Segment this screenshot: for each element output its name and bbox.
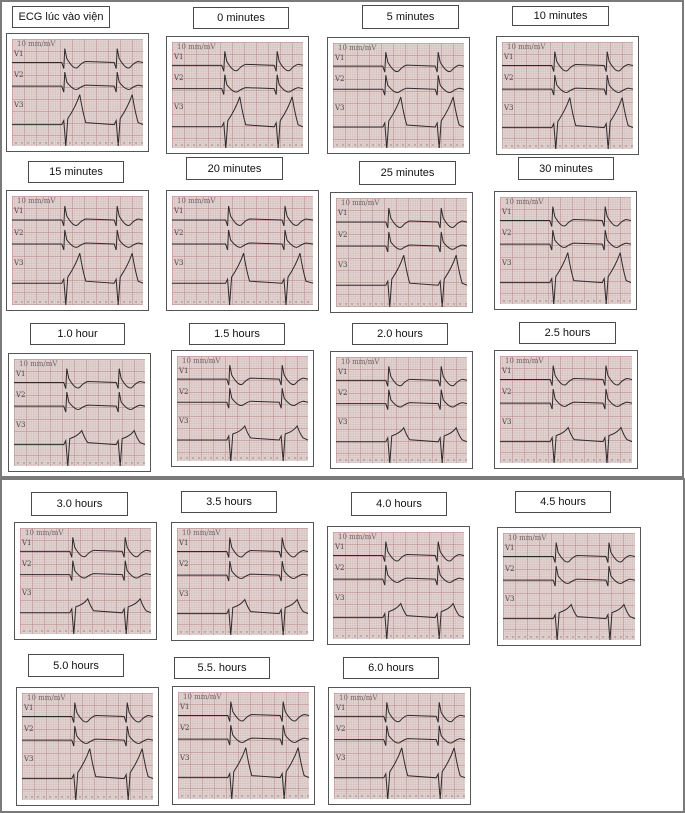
lead-label-v1: V1 — [180, 702, 190, 711]
lead-label-v1: V1 — [502, 366, 512, 375]
time-label: 10 minutes — [512, 6, 609, 26]
time-label: 5.0 hours — [28, 654, 124, 677]
ecg-paper — [334, 693, 465, 799]
ecg-trace — [14, 392, 145, 412]
lead-label-v2: V2 — [180, 724, 190, 733]
scale-label: 10 mm/mV — [177, 197, 216, 205]
lead-label-v3: V3 — [338, 261, 348, 270]
ecg-panel — [16, 687, 159, 806]
time-label: 30 minutes — [518, 157, 614, 180]
ecg-trace — [333, 97, 464, 148]
ecg-panel — [494, 350, 638, 469]
lead-label-v1: V1 — [338, 208, 348, 217]
lead-label-v3: V3 — [24, 755, 34, 764]
ecg-trace — [14, 369, 145, 389]
lead-label-v2: V2 — [502, 388, 512, 397]
time-label: 4.0 hours — [351, 492, 447, 516]
ecg-trace — [333, 75, 464, 95]
ecg-trace — [503, 605, 635, 640]
time-label: 6.0 hours — [343, 657, 439, 679]
ecg-trace — [22, 749, 153, 800]
lead-label-v2: V2 — [338, 230, 348, 239]
ecg-panel — [172, 686, 315, 805]
lead-label-v1: V1 — [14, 49, 24, 58]
lead-label-v2: V2 — [16, 391, 26, 400]
ecg-trace — [172, 206, 313, 226]
ecg-trace — [177, 561, 308, 581]
lead-label-v2: V2 — [14, 228, 24, 237]
ecg-trace — [336, 232, 467, 252]
scale-label: 10 mm/mV — [177, 43, 216, 51]
ecg-trace — [336, 208, 467, 228]
scale-label: 10 mm/mV — [19, 360, 58, 368]
ecg-waveform — [336, 357, 467, 463]
ecg-trace — [178, 748, 309, 799]
lead-label-v3: V3 — [336, 754, 346, 763]
ecg-trace — [22, 703, 153, 723]
ecg-panel — [8, 353, 151, 472]
lead-label-v3: V3 — [179, 416, 189, 425]
ecg-waveform — [500, 197, 631, 304]
ecg-waveform — [336, 198, 467, 307]
ecg-panel — [327, 37, 470, 154]
ecg-trace — [336, 428, 467, 463]
ecg-trace — [502, 52, 633, 72]
ecg-trace — [333, 52, 464, 72]
lead-label-v1: V1 — [16, 369, 26, 378]
ecg-trace — [172, 253, 313, 305]
lead-label-v2: V2 — [504, 74, 514, 83]
lead-label-v2: V2 — [505, 565, 515, 574]
ecg-trace — [502, 98, 633, 149]
lead-label-v3: V3 — [335, 594, 345, 603]
ecg-trace — [14, 431, 145, 466]
scale-label: 10 mm/mV — [341, 358, 380, 366]
ecg-panel — [330, 351, 473, 469]
scale-label: 10 mm/mV — [508, 534, 547, 542]
ecg-panel — [330, 192, 473, 313]
scale-label: 10 mm/mV — [183, 693, 222, 701]
lead-label-v2: V2 — [336, 724, 346, 733]
scale-label: 10 mm/mV — [341, 199, 380, 207]
ecg-trace — [500, 428, 632, 463]
ecg-waveform — [14, 359, 145, 466]
time-label: 2.5 hours — [519, 322, 616, 344]
ecg-trace — [177, 388, 308, 408]
ecg-paper — [177, 356, 308, 461]
lead-label-v3: V3 — [505, 595, 515, 604]
ecg-paper — [12, 196, 143, 305]
ecg-panel — [166, 190, 319, 311]
ecg-trace — [334, 726, 465, 746]
ecg-trace — [500, 230, 631, 250]
scale-label: 10 mm/mV — [25, 529, 64, 537]
time-label: 1.0 hour — [30, 323, 125, 345]
ecg-waveform — [503, 533, 635, 640]
ecg-panel — [494, 191, 637, 310]
time-label: 15 minutes — [28, 161, 124, 183]
ecg-panel — [171, 522, 314, 641]
ecg-paper — [336, 198, 467, 307]
lead-label-v1: V1 — [335, 542, 345, 551]
ecg-panel — [496, 36, 639, 155]
lead-label-v2: V2 — [22, 559, 32, 568]
ecg-panel — [6, 190, 149, 311]
ecg-waveform — [177, 528, 308, 635]
ecg-paper — [502, 42, 633, 149]
ecg-trace — [12, 72, 143, 92]
time-label: 5.5. hours — [174, 657, 270, 679]
ecg-trace — [12, 95, 143, 146]
ecg-paper — [500, 356, 632, 463]
ecg-panel — [14, 522, 157, 640]
scale-label: 10 mm/mV — [17, 40, 56, 48]
lead-label-v1: V1 — [179, 538, 189, 547]
ecg-waveform — [334, 693, 465, 799]
scale-label: 10 mm/mV — [17, 197, 56, 205]
time-label: 3.5 hours — [181, 491, 277, 513]
ecg-paper — [20, 528, 151, 634]
lead-label-v1: V1 — [14, 206, 24, 215]
ecg-paper — [333, 43, 464, 148]
ecg-paper — [14, 359, 145, 466]
scale-label: 10 mm/mV — [505, 198, 544, 206]
lead-label-v1: V1 — [504, 52, 514, 61]
ecg-trace — [502, 75, 633, 95]
lead-label-v2: V2 — [338, 388, 348, 397]
lead-label-v2: V2 — [174, 228, 184, 237]
ecg-trace — [500, 207, 631, 227]
ecg-trace — [503, 566, 635, 586]
time-label: 1.5 hours — [189, 323, 285, 345]
lead-label-v3: V3 — [179, 590, 189, 599]
time-label: 20 minutes — [186, 157, 283, 180]
lead-label-v1: V1 — [505, 543, 515, 552]
lead-label-v3: V3 — [174, 259, 184, 268]
ecg-waveform — [12, 39, 143, 146]
time-label: 25 minutes — [359, 161, 456, 185]
scale-label: 10 mm/mV — [27, 694, 66, 702]
ecg-trace — [500, 389, 632, 409]
ecg-trace — [334, 748, 465, 799]
lead-label-v2: V2 — [174, 73, 184, 82]
lead-label-v3: V3 — [502, 259, 512, 268]
ecg-waveform — [172, 42, 303, 148]
lead-label-v2: V2 — [179, 387, 189, 396]
ecg-waveform — [22, 693, 153, 800]
lead-label-v3: V3 — [335, 103, 345, 112]
ecg-trace — [336, 390, 467, 410]
ecg-paper — [172, 42, 303, 148]
ecg-trace — [177, 538, 308, 558]
lead-label-v3: V3 — [22, 589, 32, 598]
ecg-panel — [328, 687, 471, 805]
ecg-trace — [333, 542, 464, 562]
scale-label: 10 mm/mV — [182, 357, 221, 365]
ecg-trace — [177, 365, 308, 385]
ecg-trace — [20, 561, 151, 581]
lead-label-v1: V1 — [502, 207, 512, 216]
ecg-trace — [177, 426, 308, 461]
scale-label: 10 mm/mV — [182, 529, 221, 537]
ecg-trace — [333, 565, 464, 585]
ecg-trace — [22, 726, 153, 746]
time-label: 3.0 hours — [31, 492, 128, 516]
lead-label-v3: V3 — [180, 754, 190, 763]
ecg-trace — [12, 206, 143, 226]
lead-label-v3: V3 — [14, 101, 24, 110]
scale-label: 10 mm/mV — [505, 357, 544, 365]
ecg-panel — [171, 350, 314, 467]
ecg-waveform — [333, 532, 464, 639]
lead-label-v3: V3 — [504, 104, 514, 113]
lead-label-v2: V2 — [335, 564, 345, 573]
ecg-paper — [333, 532, 464, 639]
scale-label: 10 mm/mV — [338, 533, 377, 541]
ecg-trace — [503, 543, 635, 563]
ecg-panel — [497, 527, 641, 646]
ecg-waveform — [12, 196, 143, 305]
ecg-trace — [336, 366, 467, 386]
ecg-trace — [178, 725, 309, 745]
lead-label-v3: V3 — [338, 418, 348, 427]
ecg-paper — [503, 533, 635, 640]
lead-label-v3: V3 — [502, 418, 512, 427]
ecg-trace — [172, 230, 313, 250]
lead-label-v3: V3 — [14, 259, 24, 268]
ecg-trace — [172, 97, 303, 148]
ecg-trace — [20, 599, 151, 634]
ecg-trace — [12, 230, 143, 250]
ecg-trace — [500, 366, 632, 386]
ecg-trace — [334, 702, 465, 722]
ecg-waveform — [178, 692, 309, 799]
ecg-trace — [172, 75, 303, 95]
lead-label-v2: V2 — [502, 229, 512, 238]
lead-label-v3: V3 — [174, 103, 184, 112]
lead-label-v1: V1 — [338, 367, 348, 376]
ecg-trace — [12, 49, 143, 69]
ecg-paper — [500, 197, 631, 304]
time-label: 0 minutes — [193, 7, 289, 29]
ecg-paper — [336, 357, 467, 463]
lead-label-v1: V1 — [179, 366, 189, 375]
scale-label: 10 mm/mV — [339, 694, 378, 702]
ecg-waveform — [500, 356, 632, 463]
ecg-trace — [500, 253, 631, 304]
ecg-paper — [177, 528, 308, 635]
lead-label-v1: V1 — [174, 206, 184, 215]
lead-label-v1: V1 — [22, 538, 32, 547]
ecg-waveform — [502, 42, 633, 149]
ecg-trace — [178, 702, 309, 722]
time-label: 2.0 hours — [352, 323, 448, 345]
ecg-trace — [20, 537, 151, 557]
ecg-paper — [12, 39, 143, 146]
time-label: ECG lúc vào viện — [12, 6, 110, 28]
scale-label: 10 mm/mV — [338, 44, 377, 52]
lead-label-v1: V1 — [336, 703, 346, 712]
time-label: 4.5 hours — [515, 491, 611, 513]
ecg-waveform — [177, 356, 308, 461]
ecg-panel — [327, 526, 470, 645]
ecg-paper — [178, 692, 309, 799]
ecg-paper — [172, 196, 313, 305]
lead-label-v2: V2 — [24, 725, 34, 734]
lead-label-v1: V1 — [24, 703, 34, 712]
ecg-trace — [177, 600, 308, 635]
scale-label: 10 mm/mV — [507, 43, 546, 51]
lead-label-v2: V2 — [179, 560, 189, 569]
time-label: 5 minutes — [362, 5, 459, 29]
ecg-trace — [172, 51, 303, 71]
ecg-paper — [22, 693, 153, 800]
ecg-trace — [12, 253, 143, 305]
lead-label-v1: V1 — [335, 53, 345, 62]
ecg-waveform — [172, 196, 313, 305]
ecg-panel — [6, 33, 149, 152]
ecg-waveform — [20, 528, 151, 634]
ecg-panel — [166, 36, 309, 154]
lead-label-v3: V3 — [16, 421, 26, 430]
lead-label-v2: V2 — [14, 71, 24, 80]
lead-label-v1: V1 — [174, 52, 184, 61]
ecg-trace — [333, 604, 464, 639]
ecg-trace — [336, 255, 467, 307]
ecg-waveform — [333, 43, 464, 148]
lead-label-v2: V2 — [335, 74, 345, 83]
